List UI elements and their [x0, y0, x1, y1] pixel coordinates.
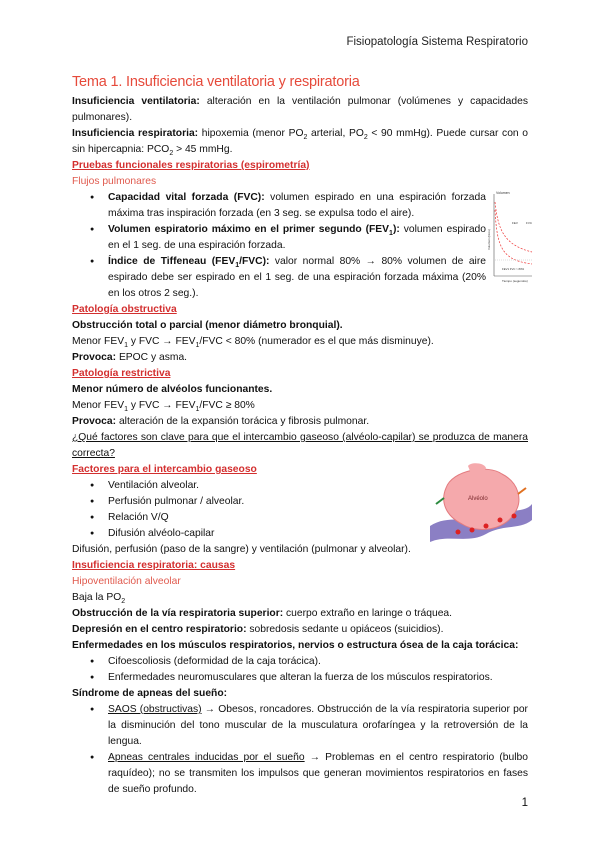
- restrictiva-provoca: Provoca: alteración de la expansión torácica y fibrosis pulmonar.: [72, 416, 370, 427]
- page-number: 1: [521, 797, 528, 809]
- figure-label: Alvéolo: [468, 496, 488, 502]
- section-obstructiva: Patología obstructiva: [72, 304, 177, 315]
- red-cell: [470, 528, 475, 533]
- list-item: ● Enfermedades neuromusculares que alteran la fuerza de los músculos respiratorios.: [108, 670, 528, 686]
- def-insuf-ventilatoria: Insuficiencia ventilatoria: alteración en la ventilación pulmonar (volúmenes y capacidades pulmonares).: [72, 96, 528, 123]
- page-title: Tema 1. Insuficiencia ventilatoria y respiratoria: [72, 74, 360, 90]
- label-fev: FEV: [512, 221, 518, 225]
- restrictiva-bold: Menor número de alvéolos funcionantes.: [72, 384, 273, 395]
- spirometry-figure: [488, 190, 534, 286]
- list-item: ● Capacidad vital forzada (FVC): volumen espirado en una espiración forzada máxima tras inspiración forzada (en 3 seg. se expulsa todo el aire).: [108, 190, 486, 222]
- def-insuf-respiratoria: Insuficiencia respiratoria: hipoxemia (menor $PO_2$ arterial, $PO_2 < 90$ mmHg). Puede cursar con o sin hipercapnia: $PCO_2 > 45$ mmHg.: [72, 128, 529, 158]
- section-causas: Insuficiencia respiratoria: causas: [72, 560, 236, 571]
- list-item: ● Apneas centrales inducidas por el sueño → Problemas en el centro respiratorio (bulbo raquídeo); no se transmiten los impulsos que generan movimientos respiratorios en fases de sueño profundo.: [108, 750, 528, 798]
- running-header: Fisiopatología Sistema Respiratorio: [346, 36, 528, 48]
- page-content: [72, 72, 528, 798]
- baja-po2: Baja la $PO_2$: [72, 592, 126, 606]
- restrictiva-values: Menor $FEV_1$ y FVC → $FEV_1$/FVC ≥ 80%: [72, 400, 255, 414]
- obstructiva-bold: Obstrucción total o parcial (menor diámetro bronquial).: [72, 320, 343, 331]
- subsection-hipoventilacion: Hipoventilación alveolar: [72, 576, 181, 587]
- label-curve: FEV1 FVC > 80%: [502, 267, 525, 271]
- red-cell: [512, 514, 517, 519]
- alveolus-figure: [428, 464, 532, 552]
- list-item: ● SAOS (obstructivas) → Obesos, roncadores. Obstrucción de la vía respiratoria superior por la disminución del tono muscular de la musculatura orofaríngea y la retroversión de la lengua.: [108, 702, 528, 750]
- arrow-out: [518, 488, 526, 494]
- red-cell: [484, 524, 489, 529]
- label-top: Volumen: [496, 191, 510, 195]
- causa-enfermedades: Enfermedades en los músculos respiratorios, nervios o estructura ósea de la caja torácica:: [72, 640, 519, 651]
- red-cell: [498, 518, 503, 523]
- x-label: Tiempo (segundos): [502, 279, 528, 283]
- flujos-list: [72, 190, 486, 302]
- section-pruebas-funcionales: Pruebas funcionales respiratorias (espirometría): [72, 160, 310, 171]
- list-item: ● Perfusión pulmonar / alveolar.: [108, 494, 528, 510]
- list-item: ● Índice de Tiffeneau $(FEV_1/FVC)$: valor normal 80% → 80% volumen de aire espirado debe ser espirado en el 1 seg. de una espiración forzada máxima (20% en los otros 2 seg.).: [108, 254, 486, 302]
- enfermedades-list: [72, 654, 528, 686]
- list-item: ● Relación V/Q: [108, 510, 528, 526]
- apnea-title: Síndrome de apneas del sueño:: [72, 688, 228, 699]
- subsection-flujos: Flujos pulmonares: [72, 176, 157, 187]
- causa-obstruccion: Obstrucción de la vía respiratoria superior: cuerpo extraño en laringe o tráquea.: [72, 608, 453, 619]
- question: ¿Qué factores son clave para que el intercambio gaseoso (alvéolo-capilar) se produzca de manera correcta?: [72, 432, 528, 459]
- red-cell: [456, 530, 461, 535]
- arrow-in: [436, 498, 444, 504]
- fev-curve: [495, 210, 532, 264]
- label-fvc: FVC: [526, 221, 532, 225]
- factores-resumen: Difusión, perfusión (paso de la sangre) y ventilación (pulmonar y alveolar).: [72, 544, 411, 555]
- list-item: ● Difusión alvéolo-capilar: [108, 526, 528, 542]
- obstructiva-values: Menor $FEV_1$ y FVC → $FEV_1$/FVC < 80% (numerador es el que más disminuye).: [72, 336, 434, 350]
- section-restrictiva: Patología restrictiva: [72, 368, 171, 379]
- list-item: ● Cifoescoliosis (deformidad de la caja torácica).: [108, 654, 528, 670]
- apnea-list: [72, 702, 528, 798]
- list-item: ● Ventilación alveolar.: [108, 478, 528, 494]
- list-item: ● Volumen espiratorio máximo en el primer segundo $(FEV_1)$: volumen espirado en el 1 seg. de una espiración forzada.: [108, 222, 486, 254]
- y-label: Volumen (litros): [487, 229, 491, 250]
- causa-depresion: Depresión en el centro respiratorio: sobredosis sedante u opiáceos (suicidios).: [72, 624, 444, 635]
- obstructiva-provoca: Provoca: EPOC y asma.: [72, 352, 188, 363]
- section-factores: Factores para el intercambio gaseoso: [72, 464, 257, 475]
